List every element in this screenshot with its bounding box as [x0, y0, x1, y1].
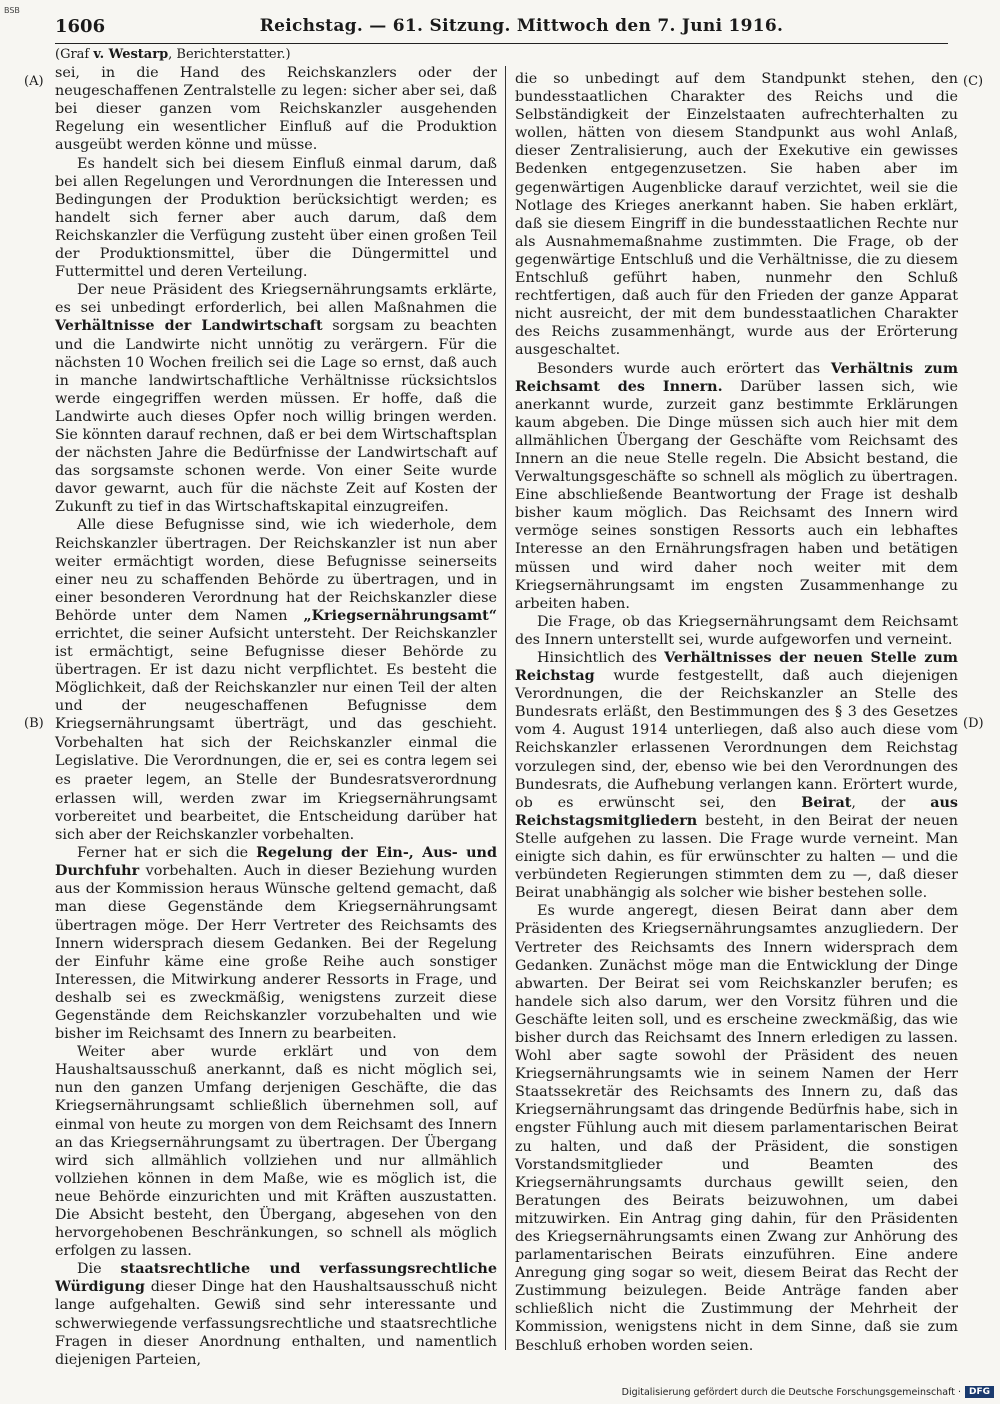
paragraph: Weiter aber wurde erklärt und von dem Haushaltsausschuß anerkannt, daß es nicht möglich sei, nun den ganzen Umfang derjenigen Geschäfte, die das Kriegsernährungsamt schließlich übernehmen soll, auf einmal von heute zu morgen von dem Reichsamt des Innern an das Kriegsernährungsamt zu übertragen. Der Übergang wird sich allmählich vollziehen und nur allmählich vollziehen können in dem Maße, wie es möglich ist, die neue Behörde einzurichten und mit Kräften auszustatten. Die Absicht besteht, den Übergang, abgesehen von den hervorgehobenen Beschränkungen, so schnell als möglich erfolgen zu lassen.: [55, 1044, 497, 1260]
paragraph: Die staatsrechtliche und verfassungsrechtliche Würdigung dieser Dinge hat den Haushaltsausschuß nicht lange aufgehalten. Gewiß sind sehr interessante und schwerwiegende verfassungsrechtliche und staatsrechtliche Fragen in dieser Anordnung enthalten, und namentlich diejenigen Parteien,: [55, 1261, 497, 1368]
margin-marker-a: (A): [24, 74, 44, 89]
header-rule: [55, 43, 948, 44]
margin-marker-c: (C): [963, 74, 984, 89]
dfg-logo: DFG: [965, 1386, 994, 1398]
bold-term: Verhältnisse der Landwirtschaft: [55, 318, 323, 335]
latin-phrase: contra legem: [384, 753, 472, 769]
bold-term: staatsrechtliche und verfassungsrechtliche Würdigung: [55, 1261, 497, 1296]
paragraph: Ferner hat er sich die Regelung der Ein-, Aus- und Durchfuhr vorbehalten. Auch in dieser Beziehung wurden aus der Kommission heraus Wünsche geltend gemacht, daß man diese Gegenstände dem Kriegsernährungsamt übertragen möge. Der Herr Vertreter des Reichsamts des Innern widersprach diesem Gedanken. Bei der Regelung der Einfuhr käme eine große Reihe auch sonstiger Interessen, die Mitwirkung anderer Ressorts in Frage, und deshalb sei es zweckmäßig, wenigstens zurzeit diese Gegenstände dem Reichskanzler vorzubehalten und wie bisher im Reichsamt des Innern zu bearbeiten.: [55, 845, 497, 1043]
bold-term: „Kriegsernährungsamt“: [303, 607, 497, 624]
footer-text: Digitalisierung gefördert durch die Deutsche Forschungsgemeinschaft ·: [621, 1386, 961, 1398]
paragraph: Es handelt sich bei diesem Einfluß einmal darum, daß bei allen Regelungen und Verordnungen die Interessen und Bedingungen der Produktion berücksichtigt werden; es handelt sich ferner aber auch darum, daß dem Reichskanzler die Verfügung zusteht über einen großen Teil der Produktionsmittel, über die Düngermittel und Futtermittel und deren Verteilung.: [55, 155, 497, 281]
paragraph: sei, in die Hand des Reichskanzlers oder der neugeschaffenen Zentralstelle zu legen: sicher aber sei, daß bei dieser ganzen vom Reichskanzler ausgehenden Regelung ein wesentlicher Einfluß auf die Produktion ausgeübt werden könne und müsse.: [55, 65, 497, 154]
margin-marker-b: (B): [24, 716, 44, 731]
paragraph: die so unbedingt auf dem Standpunkt stehen, den bundesstaatlichen Charakter des Reichs und die Selbständigkeit der Einzelstaaten aufrechterhalten zu wollen, hätten von diesem Standpunkt aus wohl Anlaß, dieser Zentralisierung, auch der Exekutive ein gewisses Bedenken entgegenzusetzen. Sie haben aber im gegenwärtigen Augenblicke darauf verzichtet, weil sie die Notlage des Krieges anerkannt haben. Sie haben erklärt, daß sie diesem Eingriff in die bundesstaatlichen Rechte nur als Ausnahmemaßnahme zustimmten. Die Frage, ob der gegenwärtige Entschluß und die Verhältnisse, die zu diesem Entschluß geführt haben, nunmehr den Schluß rechtfertigen, daß auch für den Frieden der ganze Apparat nicht ausreicht, der mit dem bundesstaatlichen Charakter des Reichs zusammenhängt, wurde aus der Erörterung ausgeschaltet.: [515, 71, 958, 359]
bold-term: Regelung der Ein-, Aus- und Durchfuhr: [55, 845, 497, 880]
paragraph: Der neue Präsident des Kriegsernährungsamts erklärte, es sei unbedingt erforderlich, bei allen Maßnahmen die Verhältnisse der Landwirtschaft sorgsam zu beachten und die Landwirte nicht unnötig zu verärgern. Für die nächsten 10 Wochen freilich sei die Lage so ernst, daß auch in manche landwirtschaftliche Verhältnisse rücksichtslos werde eingegriffen werden müssen. Er hoffe, daß die Landwirte auch dieses Opfer noch willig bringen werden. Sie könnten darauf rechnen, daß er bei dem Wirtschaftsplan der nächsten Jahre die Bedürfnisse der Landwirtschaft auf das sorgsamste schonen werde. Von einer Seite wurde davor gewarnt, auch für die nächste Zeit auf Kosten der Zukunft zu tief in das Wirtschaftskapital einzugreifen.: [55, 282, 497, 516]
paragraph: Alle diese Befugnisse sind, wie ich wiederhole, dem Reichskanzler übertragen. Der Reichskanzler ist nun aber weiter ermächtigt worden, diese Befugnisse seinerseits einer neu zu schaffenden Behörde zu übertragen, und in einer besonderen Verordnung hat der Reichskanzler diese Behörde unter dem Namen „Kriegsernährungsamt“ errichtet, die seiner Aufsicht untersteht. Der Reichskanzler ist ermächtigt, seine Befugnisse dieser Behörde zu übertragen. Er ist dazu nicht verpflichtet. Es besteht die Möglichkeit, daß der Reichskanzler nur einen Teil der alten und der neugeschaffenen Befugnisse dem Kriegsernährungsamt überträgt, und das geschieht. Vorbehalten hat sich der Reichskanzler einmal die Legislative. Die Verordnungen, die er, sei es contra legem sei es praeter legem, an Stelle der Bundesratsverordnung erlassen will, werden zwar im Kriegsernährungsamt vorbereitet und bearbeitet, die Entscheidung darüber hat sich aber der Reichskanzler vorbehalten.: [55, 517, 497, 844]
bold-term: Beirat: [801, 794, 852, 811]
running-head: Reichstag. — 61. Sitzung. Mittwoch den 7. Juni 1916.: [259, 16, 784, 36]
library-corner-mark: BSB: [4, 6, 20, 15]
column-divider: [505, 66, 506, 1350]
margin-marker-d: (D): [963, 716, 984, 731]
bold-term: Verhältnis zum Reichsamt des Innern.: [515, 360, 958, 395]
paragraph: Hinsichtlich des Verhältnisses der neuen Stelle zum Reichstag wurde festgestellt, daß auch diejenigen Verordnungen, die der Reichskanzler an Stelle des Bundesrats erläßt, den Bestimmungen des § 3 des Gesetzes vom 4. August 1914 unterliegen, daß also auch diese vom Reichskanzler erlassenen Verordnungen dem Reichstag vorzulegen sind, der, ebenso wie bei den Verordnungen des Bundesrats, die Aufhebung verlangen kann. Erörtert wurde, ob es erwünscht sei, den Beirat, der aus Reichstagsmitgliedern besteht, in den Beirat der neuen Stelle aufgehen zu lassen. Die Frage wurde verneint. Man einigte sich dahin, es für erwünschter zu halten — und die verbündeten Regierungen stimmten dem zu —, daß dieser Beirat unabhängig als solcher wie bisher bestehen solle.: [515, 650, 958, 902]
latin-phrase: praeter legem: [84, 772, 187, 788]
page-header: [55, 16, 948, 42]
page-number: 1606: [55, 16, 106, 37]
bold-term: aus Reichstagsmitgliedern: [515, 794, 958, 829]
paragraph: Die Frage, ob das Kriegsernährungsamt dem Reichsamt des Innern unterstellt sei, wurde aufgeworfen und verneint.: [515, 613, 958, 648]
bold-term: Verhältnisses der neuen Stelle zum Reichstag: [515, 650, 958, 685]
right-column: [515, 70, 958, 1355]
paragraph: Besonders wurde auch erörtert das Verhältnis zum Reichsamt des Innern. Darüber lassen sich, wie anerkannt wurde, zurzeit ganz bestimmte Erklärungen kaum abgeben. Die Dinge müssen sich auch hier mit dem allmählichen Übergang der Geschäfte vom Reichsamt des Innern an die neue Stelle regeln. Die Absicht bestand, die Verwaltungsgeschäfte so schnell als möglich zu übertragen. Eine abschließende Beantwortung der Frage ist deshalb bisher kaum möglich. Das Reichsamt des Innern wird vermöge seines sonstigen Ressorts auch ein lebhaftes Interesse an den Ernährungsfragen haben und betätigen müssen und wird daher noch weiter mit dem Kriegsernährungsamt im engsten Zusammenhange zu arbeiten haben.: [515, 360, 958, 612]
left-column: [55, 46, 497, 1369]
speaker-reference: (Graf v. Westarp, Berichterstatter.): [55, 47, 291, 62]
speaker-name: v. Westarp: [93, 47, 169, 62]
paragraph: Es wurde angeregt, diesen Beirat dann aber dem Präsidenten des Kriegsernährungsamtes anzugliedern. Der Vertreter des Reichsamts des Innern widersprach dem Gedanken. Zunächst möge man die Entwicklung der Dinge abwarten. Der Beirat sei vom Reichskanzler berufen; es handele sich also darum, wer den Vorsitz führen und die Geschäfte leiten soll, und es erscheine zweckmäßig, das wie bisher durch das Reichsamt des Innern erledigen zu lassen. Wohl aber sagte sowohl der Präsident des neuen Kriegsernährungsamts wie in seinem Namen der Herr Staatssekretär des Reichsamts des Innern zu, daß das Kriegsernährungsamt das dringende Bedürfnis habe, sich in engster Fühlung auch mit diesem parlamentarischen Beirat zu halten, und daß der Präsident, die sonstigen Vorstandsmitglieder und Beamten des Kriegsernährungsamts durchaus gewillt seien, den Beratungen des Beirats beizuwohnen, um dabei mitzuwirken. Ein Antrag ging dahin, für den Präsidenten des Kriegsernährungsamts einen Zwang zur Anhörung des parlamentarischen Beirats einzuführen. Eine andere Anregung ging sogar so weit, diesem Beirat das Recht der Zustimmung beizulegen. Beide Anträge fanden aber schließlich nicht die Zustimmung der Mehrheit der Kommission, wenigstens nicht in dem Sinne, daß sie zum Beschluß erhoben worden seien.: [515, 903, 958, 1354]
funding-footer: [622, 1386, 994, 1398]
